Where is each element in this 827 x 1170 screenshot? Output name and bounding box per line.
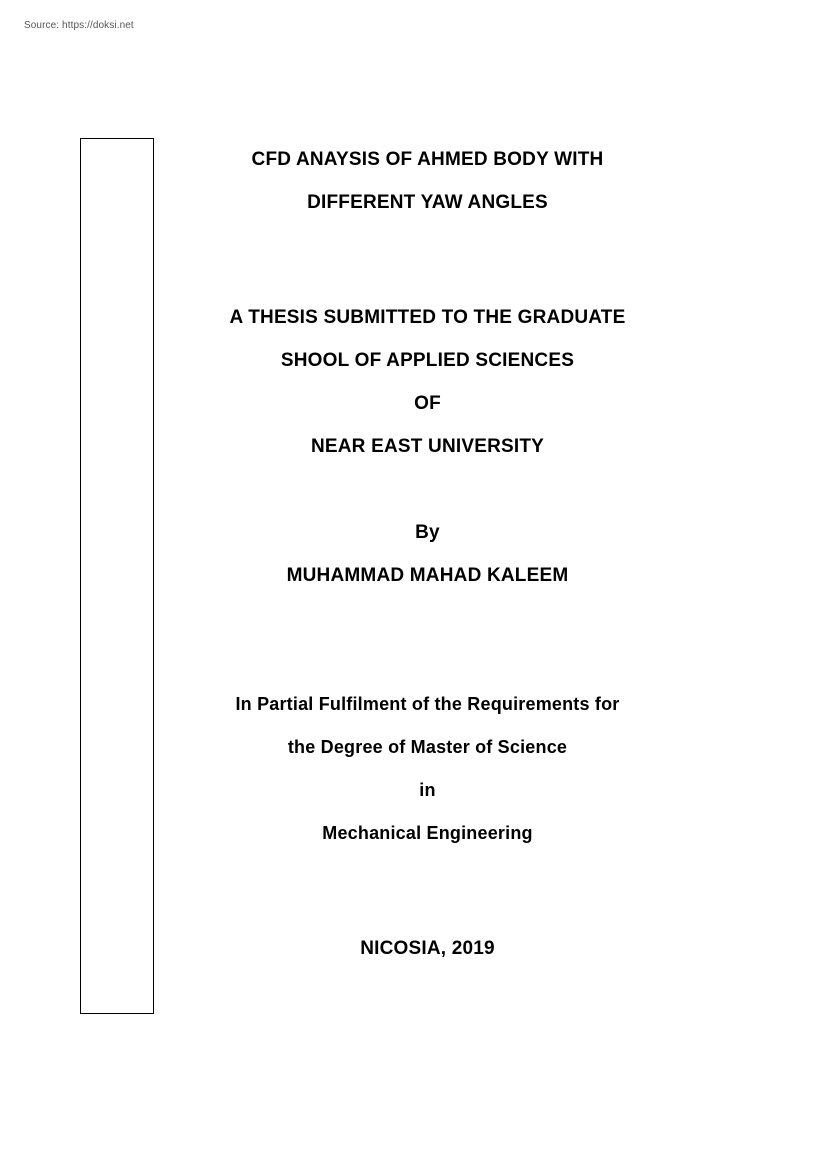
author-block	[155, 511, 700, 597]
title-page-content	[155, 138, 700, 970]
degree-line-4: Mechanical Engineering	[322, 823, 533, 843]
location-year: NICOSIA, 2019	[360, 938, 495, 959]
submission-line-3: OF	[414, 393, 441, 414]
source-attribution: Source: https://doksi.net	[24, 20, 134, 31]
submission-line-2: SHOOL OF APPLIED SCIENCES	[280, 350, 575, 371]
submission-line-1: A THESIS SUBMITTED TO THE GRADUATE	[229, 307, 626, 328]
degree-line-3: in	[419, 780, 436, 800]
thesis-title-line-2: DIFFERENT YAW ANGLES	[307, 192, 548, 213]
degree-line-1: In Partial Fulfilment of the Requirements for	[235, 694, 620, 714]
author-label: By	[415, 522, 440, 543]
thesis-title-line-1: CFD ANAYSIS OF AHMED BODY WITH	[251, 149, 604, 170]
left-margin-box	[80, 138, 154, 1014]
submission-line-4: NEAR EAST UNIVERSITY	[310, 436, 545, 457]
spacer-before-footer	[155, 855, 700, 927]
spacer-after-title	[155, 224, 700, 296]
degree-line-2: the Degree of Master of Science	[287, 737, 568, 757]
submission-statement	[155, 296, 700, 468]
thesis-title	[155, 138, 700, 224]
degree-statement	[155, 683, 700, 855]
spacer-after-author	[155, 597, 700, 683]
author-name: MUHAMMAD MAHAD KALEEM	[286, 565, 569, 586]
spacer-after-submission	[155, 468, 700, 511]
